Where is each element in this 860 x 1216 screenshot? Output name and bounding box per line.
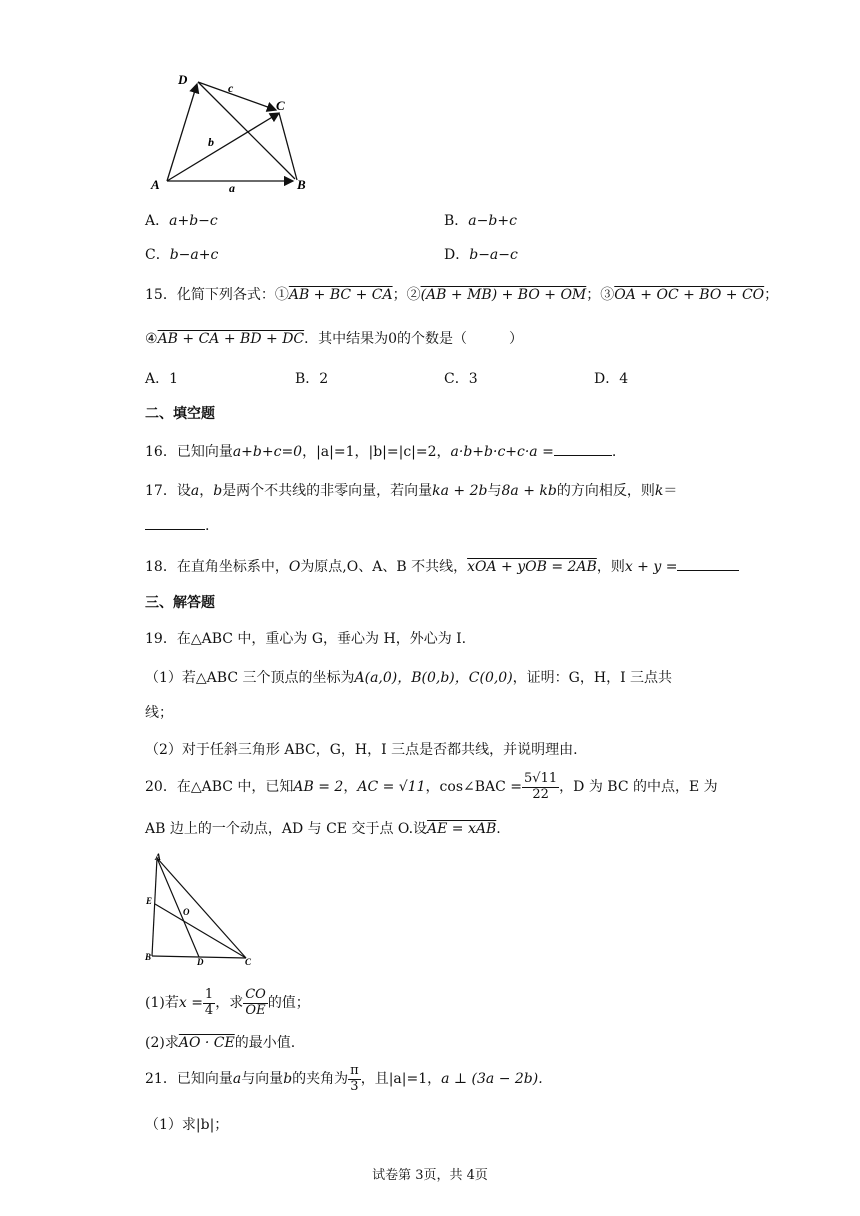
label-D: D: [197, 957, 204, 967]
q15-line2: ④AB + CA + BD + DC．其中结果为0的个数是（ ）: [145, 331, 524, 347]
q20-line2: AB 边上的一个动点，AD 与 CE 交于点 O.设AE = xAB.: [145, 821, 501, 837]
q15-expr4: AB + CA + BD + DC: [157, 331, 305, 347]
q15-expr1: AB + BC + CA: [288, 287, 393, 303]
label-E: E: [146, 896, 153, 906]
q18-answer-blank: [677, 556, 739, 571]
db-line: [198, 82, 295, 179]
q21-part1: （1）求|b|；: [145, 1117, 229, 1133]
q18: 18．在直角坐标系中，O为原点,O、A、B 不共线，xOA + yOB = 2AB，则x + y =: [145, 556, 739, 576]
q15-expr2: (AB + MB) + BO + OM: [420, 287, 587, 303]
q14-option-c: C．b−a+c: [145, 247, 219, 263]
label-A: A: [155, 852, 162, 862]
q15-option-d: D．4: [594, 371, 629, 387]
q15-option-b: B．2: [295, 371, 329, 387]
label-C: C: [245, 957, 252, 967]
q20-line1: 20．在△ABC 中，已知AB = 2，AC = √11，cos∠BAC = $\frac{5√11}{22}$ ，D 为 BC 的中点，E 为: [145, 771, 718, 802]
q14-option-b: B．a−b+c: [444, 213, 517, 229]
q14-option-b-text: a−b+c: [468, 213, 517, 229]
label-b: b: [208, 135, 214, 149]
ad-line: [157, 858, 199, 957]
cb-line: [279, 113, 297, 180]
q16: 16．已知向量a+b+c=0，|a|=1，|b|=|c|=2，a·b+b·c+c·a = .: [145, 441, 616, 461]
q19-line3: 线；: [145, 705, 173, 721]
q17-answer-blank: [145, 515, 205, 530]
section-fill-in-heading: 二、填空题: [145, 406, 215, 422]
q14-option-d: D．b−a−c: [444, 247, 518, 263]
triangle-figure: [140, 852, 260, 967]
ad-line: [167, 84, 197, 181]
label-c: c: [228, 81, 234, 95]
q20-part2: (2)求AO · CE的最小值.: [145, 1035, 296, 1051]
section-answer-heading: 三、解答题: [145, 595, 215, 611]
label-B: B: [297, 177, 306, 192]
vector-c-line: [198, 82, 276, 110]
q20-cos-fraction: $\frac{5√11}{22}$: [524, 771, 558, 802]
ac-line: [157, 858, 246, 958]
q15-option-a: A．1: [145, 371, 179, 387]
label-D: D: [178, 72, 188, 87]
q19-line4: （2）对于任斜三角形 ABC，G，H，I 三点是否都共线，并说明理由.: [145, 742, 578, 758]
q21-line1: 21．已知向量a与向量b的夹角为 $\frac{\pi}{3}$ ，且|a|=1，a ⊥ (3a − 2b).: [145, 1063, 543, 1094]
q19-line1: 19．在△ABC 中，重心为 G，垂心为 H，外心为 I.: [145, 631, 467, 647]
q14-option-c-text: b−a+c: [169, 247, 219, 263]
label-O: O: [183, 907, 190, 917]
ab-line: [152, 858, 157, 956]
q19-line2: （1）若△ABC 三个顶点的坐标为A(a,0)，B(0,b)，C(0,0)，证明：G，H，I 三点共: [145, 670, 673, 686]
q17-line1: 17．设a，b是两个不共线的非零向量，若向量ka + 2b与8a + kb的方向相反，则k＝: [145, 483, 678, 499]
q17-line2: .: [145, 515, 209, 534]
q20-part1: (1)若x = $\frac{1}{4}$ ，求 $\frac{CO}{OE}$ 的值；: [145, 987, 310, 1018]
label-A: A: [151, 177, 160, 192]
label-a: a: [229, 181, 235, 195]
q14-option-a-text: a+b−c: [169, 213, 218, 229]
q14-option-d-text: b−a−c: [469, 247, 518, 263]
q16-answer-blank: [554, 441, 612, 456]
q15-option-c: C．3: [444, 371, 478, 387]
q15-expr3: OA + OC + BO + CO: [614, 287, 765, 303]
q15-line1: 15．化简下列各式：①AB + BC + CA；②(AB + MB) + BO + OM；③OA + OC + BO + CO；: [145, 287, 779, 303]
page-footer: 试卷第 3页，共 4页: [372, 1168, 488, 1183]
ce-line: [155, 904, 246, 958]
label-B: B: [145, 952, 152, 962]
q14-option-a: A．a+b−c: [145, 213, 218, 229]
quadrilateral-figure: [145, 70, 320, 195]
label-C: C: [276, 98, 285, 113]
